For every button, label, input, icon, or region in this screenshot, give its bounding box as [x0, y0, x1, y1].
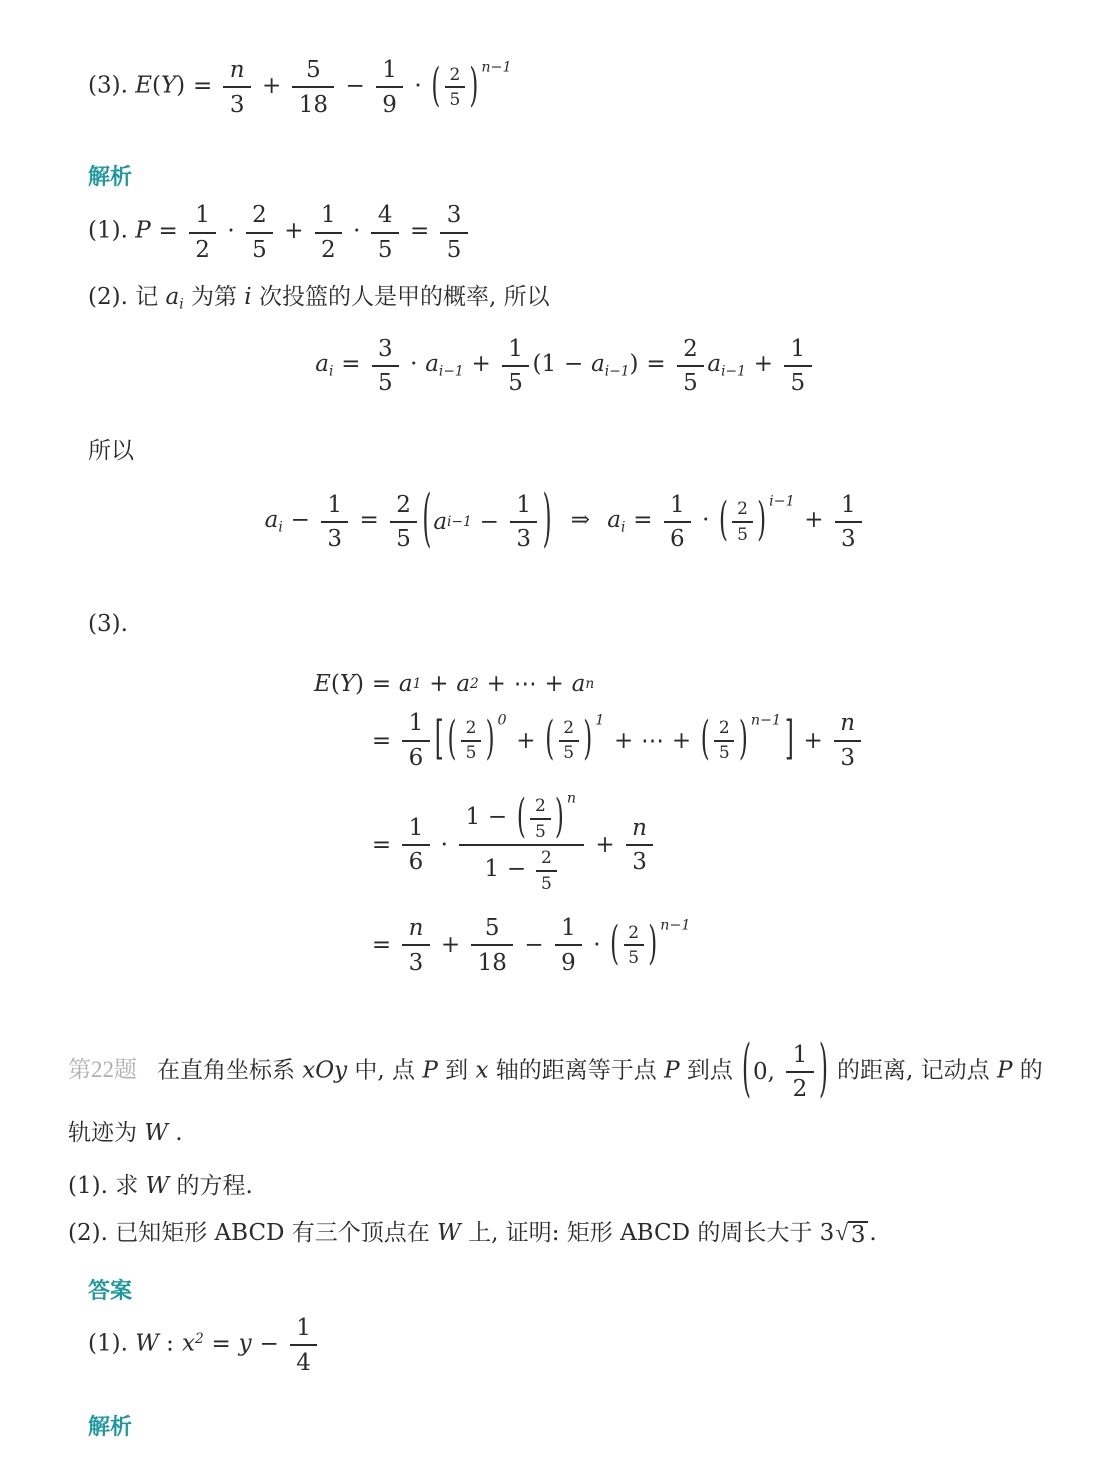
formula-w-equation: (1). W : $x^2 = y$ − $\frac{1}{4}$ — [88, 1314, 1042, 1377]
formula-ey-result-answer: (3). E(Y) = $\frac{n}{3}$ + $\frac{5}{18}$ − $\frac{1}{9}$ · ( $\frac{2}{5}$ ) n−1 — [88, 57, 512, 118]
formula-recurrence: ai = $\frac{3}{5}$ · ai−1 + $\frac{1}{5}$ (1 − ai−1) = $\frac{2}{5}$ ai−1 + $\frac{1}{5}$ — [88, 335, 1042, 398]
derivation-line-2: = $\frac{1}{6}$ [ ( $\frac{2}{5}$ ) 0 + ( $\frac{2}{5}$ ) 1 + ⋯ + ( $\frac{2}{5}$ ) n−1 ] + $\frac{n}{3}$ — [300, 709, 1042, 772]
formula-solved-recurrence: ai − $\frac{1}{3}$ = $\frac{2}{5}$ ( a i−1 − $\frac{1}{3}$ ) ⇒ ai = $\frac{1}{6}$ · ( $\frac{2}{5}$ ) i−1 + $\frac{1}{3}$ — [88, 491, 1042, 554]
derivation-line-3: = $\frac{1}{6}$ · 1 − ( $\frac{2}{5}$ ) n 1 − $\frac{2}{5}$ + $\frac{n}{3}$ — [300, 796, 1042, 894]
section-header-answer: 答案 — [88, 1278, 133, 1304]
question-22-statement-line1: 第22题 在直角坐标系 xOy 中, 点 P 到 x 轴的距离等于点 P 到点 ( 0, $\frac{1}{2}$ ) 的距离, 记动点 P 的 — [68, 1035, 1043, 1106]
derivation-line-1: E ( Y ) = a 1 + a 2 + ⋯ + a n — [314, 671, 595, 698]
question-22 — [68, 1035, 1043, 1147]
question-22-statement-line2: 轨迹为 W . — [68, 1119, 183, 1146]
question-22-part1: (1). 求 W 的方程. — [68, 1172, 253, 1199]
text-therefore: 所以 — [88, 437, 134, 464]
formula-part1-probability: (1). P = $\frac{1}{2}$ · $\frac{2}{5}$ + $\frac{1}{2}$ · $\frac{4}{5}$ = $\frac{3}{5}$ — [88, 201, 1042, 264]
derivation-line-4: = $\frac{n}{3}$ + $\frac{5}{18}$ − $\frac{1}{9}$ · ( $\frac{2}{5}$ ) n−1 — [371, 914, 691, 976]
derivation-block — [300, 671, 1042, 976]
question-22-part2: (2). 已知矩形 ABCD 有三个顶点在 W 上, 证明: 矩形 ABCD 的周长大于 3 √ 3 . — [68, 1219, 877, 1249]
text-part2-setup: (2). 记 ai 为第 i 次投篮的人是甲的概率, 所以 — [88, 284, 550, 313]
section-header-analysis-2: 解析 — [88, 1413, 133, 1439]
section-header-analysis-1: 解析 — [88, 163, 133, 189]
text-part3-label: (3). — [88, 611, 128, 638]
